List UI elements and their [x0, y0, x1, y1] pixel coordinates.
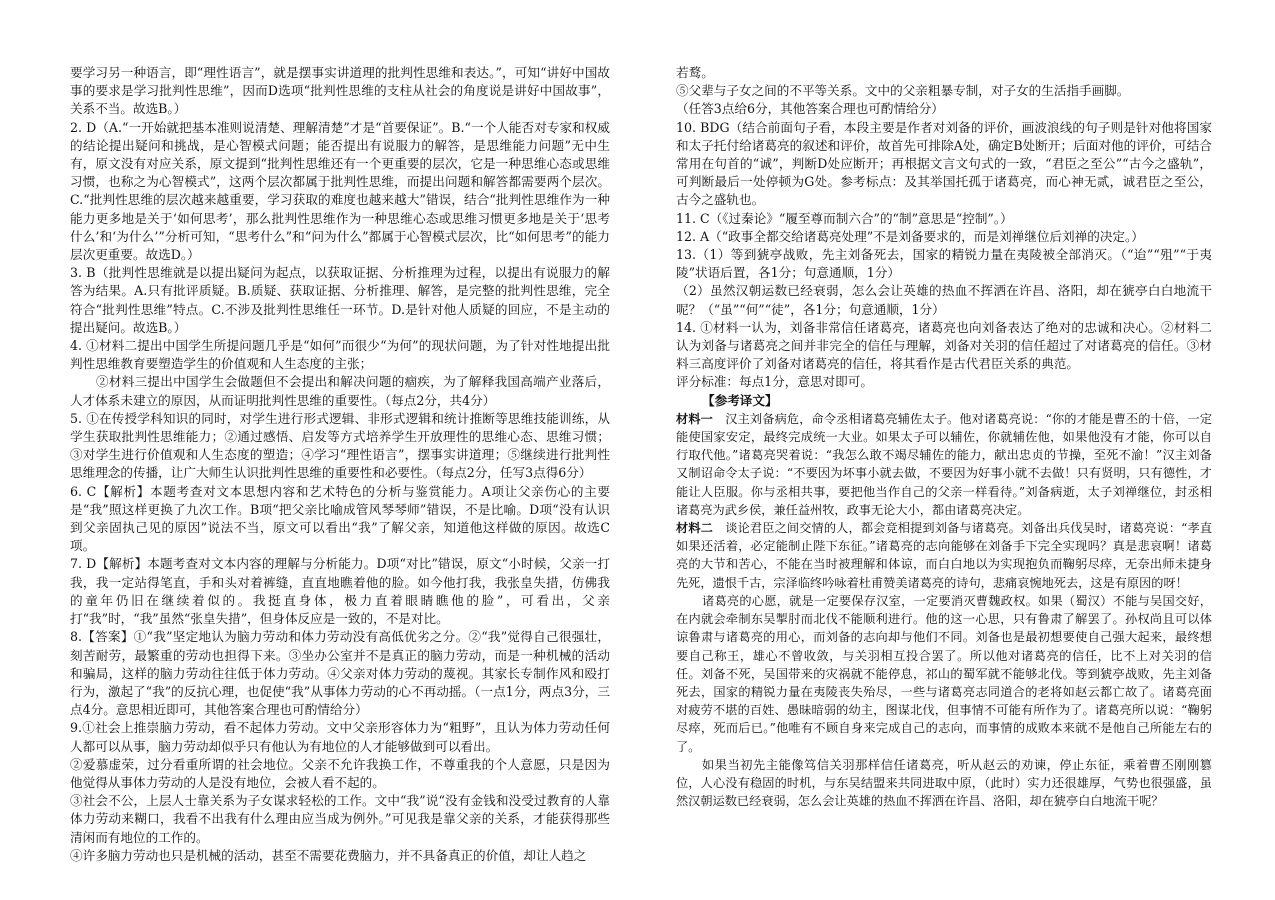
right-paragraph-text: 汉主刘备病危，命令丞相诸葛亮辅佐太子。他对诸葛亮说：“你的才能是曹丕的十倍，一定能使国家安定，最终完成统一大业。如果太子可以辅佐，你就辅佐他，如果他没有才能，你可以自行取代他。”诸葛亮哭着说：“我怎么敢不竭尽辅佐的能力，献出忠贞的节操，至死不渝！”汉主刘备又制诏命令太子说：“不要因为坏事小就去做，不要因为好事小就不去做！只有贤明，只有德性，才能让人臣服。你与丞相共事，要把他当作自己的父亲一样看待。”刘备病逝，太子刘禅继位，封丞相诸葛亮为武乡侯，兼任益州牧，政事无论大小，都由诸葛亮决定。: [676, 411, 1213, 517]
right-paragraph-text: （2）虽然汉朝运数已经衰弱，怎么会让英雄的热血不挥洒在许昌、洛阳，却在猇亭白白地流干呢？（“虽”“何”“徒”，各1分；句意通顺，1分）: [676, 283, 1212, 317]
left-paragraph-text: ②材料三提出中国学生会做题但不会提出和解决问题的痼疾，为了解释我国高端产业落后，人才体系未建立的原因，从而证明批判性思维的重要性。（每点2分，共4分）: [70, 374, 610, 408]
right-column: [676, 64, 1212, 810]
left-paragraph: [70, 628, 610, 719]
right-paragraph: [676, 319, 1212, 374]
left-column: [70, 64, 610, 865]
right-paragraph-text: 14. ①材料一认为，刘备非常信任诸葛亮，诸葛亮也向刘备表达了绝对的忠诚和决心。②材料二认为刘备与诸葛亮之间并非完全的信任与理解，刘备对关羽的信任超过了对诸葛亮的信任。③材料三高度评价了刘备对诸葛亮的信任，将其看作是古代君臣关系的典范。: [676, 319, 1212, 372]
right-paragraph: [676, 592, 1212, 756]
left-paragraph: [70, 410, 610, 483]
right-paragraph-text: 10. BDG（结合前面句子看，本段主要是作者对刘备的评价，画波浪线的句子则是针对他将国家和太子托付给诸葛亮的叙述和评价，故首先可排除A处，确定B处断开；后面对他的评价，可结合常用在句首的“诚”，判断D处应断开；再根据文言文句式的一致，“君臣之至公”“古今之盛轨”，可判断最后一处停顿为G处。参考标点：及其举国托孤于诸葛亮，而心神无贰，诚君臣之至公，古今之盛轨也。: [676, 119, 1212, 208]
left-paragraph: [70, 756, 610, 792]
right-paragraph: [676, 82, 1212, 100]
left-paragraph: [70, 119, 610, 265]
right-paragraph-text: 诸葛亮的心愿，就是一定要保存汉室，一定要消灭曹魏政权。如果（蜀汉）不能与吴国交好，在内就会牵制东吴掣肘而北伐不能顺利进行。他的这一心思，只有鲁肃了解罢了。孙权尚且可以体谅鲁肃与诸葛亮的用心，而刘备的志向却与他们不同。刘备也是最初想要使自己强大起来，最终想要自己称王，雄心不曾收敛，与关羽相互投合罢了。所以他对诸葛亮的信任，比不上对关羽的信任。刘备不死，吴国带来的灾祸就不能停息，祁山的蜀军就不能够北伐。等到猇亭战败，先主刘备死去，国家的精锐力量在夷陵丧失殆尽，一些与诸葛亮志同道合的老将如赵云都亡故了。诸葛亮面对疲劳不堪的百姓、愚昧暗弱的幼主，图谋北伐，但事情不可能有所作为了。诸葛亮所以说：“鞠躬尽瘁，死而后已。”他唯有不顾自身来完成自己的志向，而事情的成败本来就不是他自己所能左右的了。: [676, 593, 1212, 754]
left-paragraph-text: 7. D【解析】本题考查对文本内容的理解与分析能力。D项“对比”错误，原文“小时候，父亲一打我，我一定站得笔直，手和头对着裤缝，直直地瞧着他的脸。如今他打我，我张皇失措，仿佛我的童年仍旧在继续着似的。我挺直身体，极力直着眼睛瞧他的脸”，可看出，父亲打“我”时，“我”虽然“张皇失措”，但身体反应是一致的，不是对比。: [70, 556, 610, 627]
left-paragraph-text: 要学习另一种语言，即“理性语言”，就是摆事实讲道理的批判性思维和表达。”，可知“讲好中国故事的要求是学习批判性思维”，因而D选项“批判性思维的支柱从社会的角度说是讲好中国故事”，关系不当。故选B。）: [70, 65, 610, 117]
left-paragraph-text: ④许多脑力劳动也只是机械的活动，甚至不需要花费脑力，并不具备真正的价值，却让人趋之: [70, 847, 587, 863]
right-paragraph-text: 12. A（“政事全都交给诸葛亮处理”不是刘备要求的，而是刘禅继位后刘禅的决定。）: [676, 228, 1144, 244]
right-paragraph: [676, 64, 1212, 82]
left-paragraph-text: 3. B（批判性思维就是以提出疑问为起点，以获取证据、分析推理为过程，以提出有说服力的解答为结果。A.只有批评质疑。B.质疑、获取证据、分析推理、解答，是完整的批判性思维，完全符合“批判性思维”特点。C.不涉及批判性思维任一环节。D.是针对他人质疑的回应，不是主动的提出疑问。故选B。）: [70, 265, 610, 335]
right-paragraph-text: 若鹜。: [676, 65, 714, 80]
left-paragraph-text: 4. ①材料二提出中国学生所提问题几乎是“如何”而很少“为何”的现状问题，为了针对性地提出批判性思维教育要塑造学生的价值观和人生态度的主张；: [70, 338, 610, 372]
right-paragraph: [676, 756, 1212, 811]
left-paragraph: [70, 373, 610, 409]
left-paragraph-text: 6. C【解析】本题考查对文本思想内容和艺术特色的分析与鉴赏能力。A项让父亲伤心的主要是“我”照这样更换了九次工作。B项“把父亲比喻成管风琴琴师”错误，不是比喻。D项“没有认识到父亲固执己见的原因”说法不当，原文可以看出“我”了解父亲，知道他这样做的原因。故选C项。: [70, 483, 610, 554]
right-paragraph: [676, 410, 1212, 519]
left-paragraph: [70, 64, 610, 119]
translation-lead: 材料一: [676, 411, 713, 426]
left-paragraph-text: ②爱慕虚荣，过分看重所谓的社会地位。父亲不允许我换工作，不尊重我的个人意愿，只是因为他觉得从事体力劳动的人是没有地位，会被人看不起的。: [70, 756, 610, 790]
left-paragraph: [70, 555, 610, 628]
right-paragraph: [676, 210, 1212, 228]
left-paragraph: [70, 847, 610, 865]
right-paragraph-text: 13.（1）等到猇亭战败，先主刘备死去，国家的精锐力量在夷陵被全部消灭。（“迨”“殂”“于夷陵”状语后置，各1分；句意通顺，1分）: [676, 247, 1212, 281]
left-paragraph-text: 2. D（A.“一开始就把基本准则说清楚、理解清楚”才是“首要保证”。B.“一个人能否对专家和权威的结论提出疑问和挑战，是心智模式问题；能否提出有说服力的解答，是思维能力问题”无中生有，原文没有对应关系，原文提到“批判性思维还有一个更重要的层次，它是一种思维心态或思维习惯，也称之为心智模式”，这两个层次都属于批判性思维，而提出问题和解答都需要两个层次。C.“批判性思维的层次越来越重要，学习获取的难度也越来越大”错误，结合“批判性思维作为一种能力更多地是关于‘如何思考’，那么批判性思维作为一种思维心态或思维习惯更多地是关于‘思考什么’和‘为什么’”分析可知，“思考什么”和“问为什么”都属于心智模式层次，比“如何思考”的能力层次更重要。故选D。）: [70, 119, 610, 263]
right-paragraph: [676, 519, 1212, 592]
left-paragraph-text: 9.①社会上推崇脑力劳动，看不起体力劳动。文中父亲形容体力为“粗野”，且认为体力劳动任何人都可以从事，脑力劳动却似乎只有他认为有地位的人才能够做到可以看出。: [70, 720, 610, 754]
right-paragraph: [676, 119, 1212, 210]
left-paragraph: [70, 792, 610, 847]
right-paragraph: [676, 100, 1212, 118]
right-paragraph: [676, 228, 1212, 246]
right-paragraph-text: 11. C（《过秦论》“履至尊而制六合”的“制”意思是“控制”。）: [676, 210, 1013, 226]
right-paragraph: [676, 282, 1212, 318]
left-paragraph-text: ③社会不公，上层人士靠关系为子女谋求轻松的工作。文中“我”说“没有金钱和没受过教育的人靠体力劳动来糊口，我看不出我有什么理由应当成为例外。”可见我是靠父亲的关系，才能获得那些清闲而有地位的工作的。: [70, 793, 610, 845]
right-paragraph-text: （任答3点给6分，其他答案合理也可酌情给分）: [676, 101, 944, 117]
right-paragraph: [676, 246, 1212, 282]
left-paragraph-text: 8.【答案】①“我”坚定地认为脑力劳动和体力劳动没有高低优劣之分。②“我”觉得自己很强壮，刻苦耐劳，最繁重的劳动也担得下来。③坐办公室并不是真正的脑力劳动，而是一种机械的活动和骗局，这样的脑力劳动往往低于体力劳动。④父亲对体力劳动的蔑视。其家长专制作风和殴打行为，激起了“我”的反抗心理，也促使“我”从事体力劳动的心不再动摇。（一点1分，两点3分，三点4分。意思相近即可，其他答案合理也可酌情给分）: [70, 629, 610, 718]
right-paragraph-text: 【参考译文】: [702, 392, 778, 408]
left-paragraph: [70, 264, 610, 337]
left-paragraph: [70, 337, 610, 373]
right-paragraph-text: 谈论君臣之间交情的人，都会竞相提到刘备与诸葛亮。刘备出兵伐吴时，诸葛亮说：“孝直如果还活着，必定能制止陛下东征。”诸葛亮的志向能够在刘备手下完全实现吗？真是悲哀啊！诸葛亮的大节和苦心，不能在当时被理解和体谅，而白白地以为实现抱负而鞠躬尽瘁，无奈出师未捷身先死，遗恨千古，宗泽临终吟咏着杜甫赞美诸葛亮的诗句，悲痛哀惋地死去，这是有原因的呀！: [676, 521, 1213, 590]
right-paragraph-text: 评分标准：每点1分，意思对即可。: [676, 374, 873, 390]
right-paragraph: [676, 373, 1212, 391]
translation-lead: 材料二: [676, 521, 713, 536]
right-paragraph: [676, 392, 1212, 410]
left-paragraph-text: 5. ①在传授学科知识的同时，对学生进行形式逻辑、非形式逻辑和统计推断等思维技能训练，从学生获取批判性思维能力；②通过感悟、启发等方式培养学生开放理性的思维心态、思维习惯；③对学生进行价值观和人生态度的塑造；④学习“理性语言”，摆事实讲道理；⑤继续进行批判性思维理念的传播，让广大师生认识批判性思维的重要性和必要性。（每点2分，任写3点得6分）: [70, 410, 610, 481]
right-paragraph-text: ⑤父辈与子女之间的不平等关系。文中的父亲粗暴专制，对子女的生活指手画脚。: [676, 83, 1130, 99]
left-paragraph: [70, 719, 610, 755]
left-paragraph: [70, 483, 610, 556]
right-paragraph-text: 如果当初先主能像笃信关羽那样信任诸葛亮，听从赵云的劝谏，停止东征，乘着曹丕刚刚篡位，人心没有稳固的时机，与东吴结盟来共同进取中原，（此时）实力还很雄厚，气势也很强盛，虽然汉朝运数已经衰弱，怎么会让英雄的热血不挥洒在许昌、洛阳，却在猇亭白白地流干呢？: [676, 757, 1212, 809]
